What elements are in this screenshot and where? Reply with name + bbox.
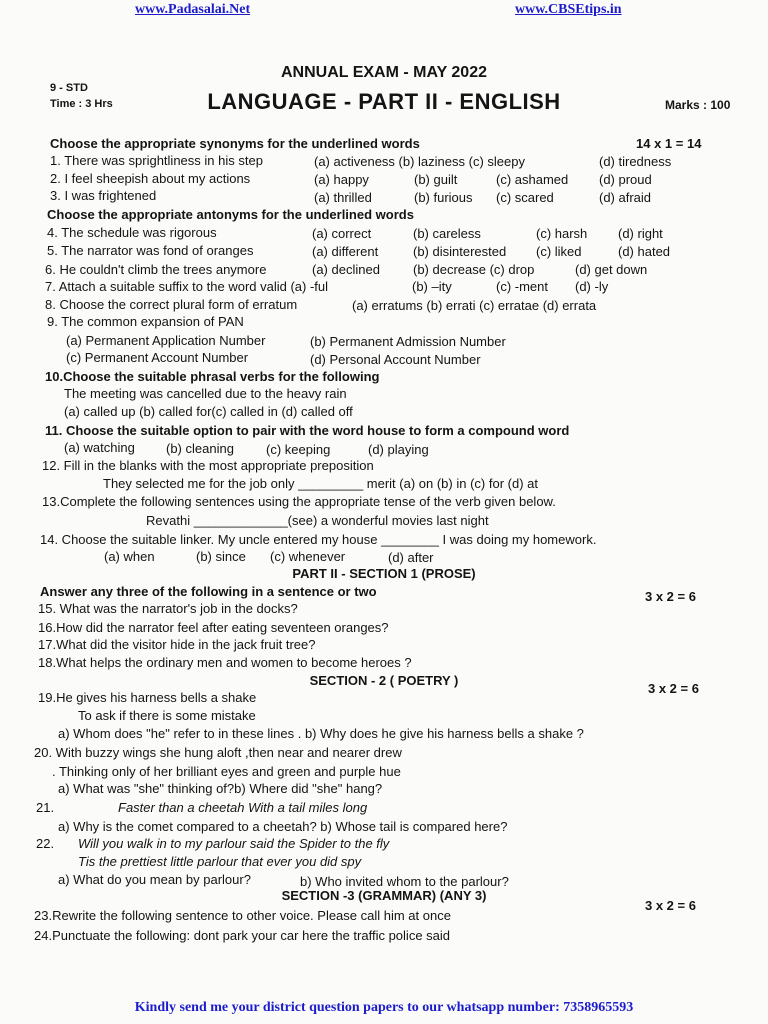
question-option: (a) happy xyxy=(314,172,369,187)
question-text: 18.What helps the ordinary men and women to become heroes ? xyxy=(38,655,412,670)
question-text: 9. The common expansion of PAN xyxy=(47,314,244,329)
section-instruction: Choose the appropriate synonyms for the underlined words xyxy=(50,136,420,151)
question-option: (b) decrease (c) drop xyxy=(413,262,535,277)
source-link-left[interactable]: www.Padasalai.Net xyxy=(135,2,251,17)
question-option: (a) different xyxy=(312,244,379,259)
question-option: (c) -ment xyxy=(496,279,548,294)
question-options: (a) activeness (b) laziness (c) sleepy xyxy=(314,154,525,169)
question-text: 15. What was the narrator's job in the docks? xyxy=(38,601,298,616)
marks-label: Marks : 100 xyxy=(665,98,731,112)
question-text: 1. There was sprightliness in his step xyxy=(50,153,263,168)
question-option: (b) since xyxy=(196,549,246,564)
question-text: Revathi _____________(see) a wonderful movies last night xyxy=(146,513,489,528)
question-text: 16.How did the narrator feel after eating seventeen oranges? xyxy=(38,620,389,635)
question-text: a) What was "she" thinking of?b) Where did "she" hang? xyxy=(58,781,383,796)
poem-line: Will you walk in to my parlour said the Spider to the fly xyxy=(78,836,390,851)
question-text: 11. Choose the suitable option to pair with the word house to form a compound word xyxy=(45,423,570,438)
marks-scheme: 3 x 2 = 6 xyxy=(645,898,696,913)
poem-line: Tis the prettiest little parlour that ever you did spy xyxy=(78,854,362,869)
question-text: 17.What did the visitor hide in the jack fruit tree? xyxy=(38,637,316,652)
question-text: 24.Punctuate the following: dont park your car here the traffic police said xyxy=(34,928,451,943)
question-text: 20. With buzzy wings she hung aloft ,then near and nearer drew xyxy=(34,745,402,760)
section-heading-prose: PART II - SECTION 1 (PROSE) xyxy=(292,566,476,581)
question-option: (a) thrilled xyxy=(314,190,372,205)
time-label: Time : 3 Hrs xyxy=(50,98,113,110)
source-link-right[interactable]: www.CBSEtips.in xyxy=(515,2,622,17)
question-text: a) Whom does "he" refer to in these lines . b) Why does he give his harness bells a shake ? xyxy=(58,726,584,741)
marks-scheme: 3 x 2 = 6 xyxy=(645,589,696,604)
question-option: (c) keeping xyxy=(266,442,331,457)
marks-scheme: 3 x 2 = 6 xyxy=(648,681,699,696)
question-option: (c) liked xyxy=(536,244,582,259)
question-text: 13.Complete the following sentences using the appropriate tense of the verb given below. xyxy=(42,494,556,509)
question-text: 23.Rewrite the following sentence to other voice. Please call him at once xyxy=(34,908,451,923)
question-option: (c) Permanent Account Number xyxy=(66,350,249,365)
question-option: (c) ashamed xyxy=(496,172,569,187)
question-text: 2. I feel sheepish about my actions xyxy=(50,171,251,186)
question-text: a) Why is the comet compared to a cheetah? b) Whose tail is compared here? xyxy=(58,819,508,834)
poem-line: To ask if there is some mistake xyxy=(78,708,256,723)
question-option: (c) scared xyxy=(496,190,554,205)
footer-notice: Kindly send me your district question papers to our whatsapp number: 7358965593 xyxy=(134,1000,634,1015)
question-number: 22. xyxy=(36,836,55,851)
question-option: (d) after xyxy=(388,550,434,565)
question-option: (a) Permanent Application Number xyxy=(66,333,266,348)
question-text: a) What do you mean by parlour? xyxy=(58,872,251,887)
question-text: 5. The narrator was fond of oranges xyxy=(47,243,254,258)
question-text: 3. I was frightened xyxy=(50,188,157,203)
question-text: 19.He gives his harness bells a shake xyxy=(38,690,257,705)
question-option: (b) –ity xyxy=(412,279,452,294)
question-option: (a) watching xyxy=(64,440,135,455)
question-text: 12. Fill in the blanks with the most appropriate preposition xyxy=(42,458,374,473)
marks-scheme: 14 x 1 = 14 xyxy=(636,136,702,151)
question-option: (b) furious xyxy=(414,190,473,205)
question-option: (c) harsh xyxy=(536,226,588,241)
question-text: 14. Choose the suitable linker. My uncle entered my house ________ I was doing my homework. xyxy=(40,532,597,547)
question-option: (d) afraid xyxy=(599,190,652,205)
question-option: (d) proud xyxy=(599,172,652,187)
poem-line: Faster than a cheetah With a tail miles long xyxy=(118,800,368,815)
section-heading-grammar: SECTION -3 (GRAMMAR) (ANY 3) xyxy=(281,888,487,903)
question-option: (d) Personal Account Number xyxy=(310,352,481,367)
section-instruction: Answer any three of the following in a sentence or two xyxy=(40,584,377,599)
question-options: (a) erratums (b) errati (c) erratae (d) errata xyxy=(352,298,597,313)
poem-line: . Thinking only of her brilliant eyes and green and purple hue xyxy=(52,764,401,779)
question-text: They selected me for the job only _________ merit (a) on (b) in (c) for (d) at xyxy=(103,476,538,491)
question-option: (b) disinterested xyxy=(413,244,507,259)
section-heading-poetry: SECTION - 2 ( POETRY ) xyxy=(309,673,459,688)
question-option: (b) cleaning xyxy=(166,441,234,456)
paper-title: LANGUAGE - PART II - ENGLISH xyxy=(207,89,561,114)
question-text: 4. The schedule was rigorous xyxy=(47,225,217,240)
question-option: (d) hated xyxy=(618,244,671,259)
question-text: The meeting was cancelled due to the heavy rain xyxy=(64,386,347,401)
question-option: (d) -ly xyxy=(575,279,609,294)
question-option: (c) whenever xyxy=(270,549,346,564)
question-options: (a) called up (b) called for(c) called in (d) called off xyxy=(64,404,353,419)
section-instruction: Choose the appropriate antonyms for the underlined words xyxy=(47,207,414,222)
question-text: b) Who invited whom to the parlour? xyxy=(300,874,509,889)
question-option: (d) tiredness xyxy=(599,154,672,169)
question-option: (a) when xyxy=(104,549,155,564)
question-option: (b) Permanent Admission Number xyxy=(310,334,506,349)
question-option: (a) correct xyxy=(312,226,372,241)
question-text: 8. Choose the correct plural form of erratum xyxy=(45,297,298,312)
question-option: (a) declined xyxy=(312,262,380,277)
question-option: (b) guilt xyxy=(414,172,458,187)
question-number: 21. xyxy=(36,800,55,815)
standard-label: 9 - STD xyxy=(50,82,88,94)
question-option: (b) careless xyxy=(413,226,481,241)
question-option: (d) right xyxy=(618,226,663,241)
question-text: 7. Attach a suitable suffix to the word valid (a) -ful xyxy=(45,279,329,294)
question-text: 6. He couldn't climb the trees anymore xyxy=(45,262,267,277)
question-option: (d) get down xyxy=(575,262,648,277)
exam-title: ANNUAL EXAM - MAY 2022 xyxy=(281,64,487,81)
question-text: 10.Choose the suitable phrasal verbs for the following xyxy=(45,369,380,384)
question-option: (d) playing xyxy=(368,442,429,457)
